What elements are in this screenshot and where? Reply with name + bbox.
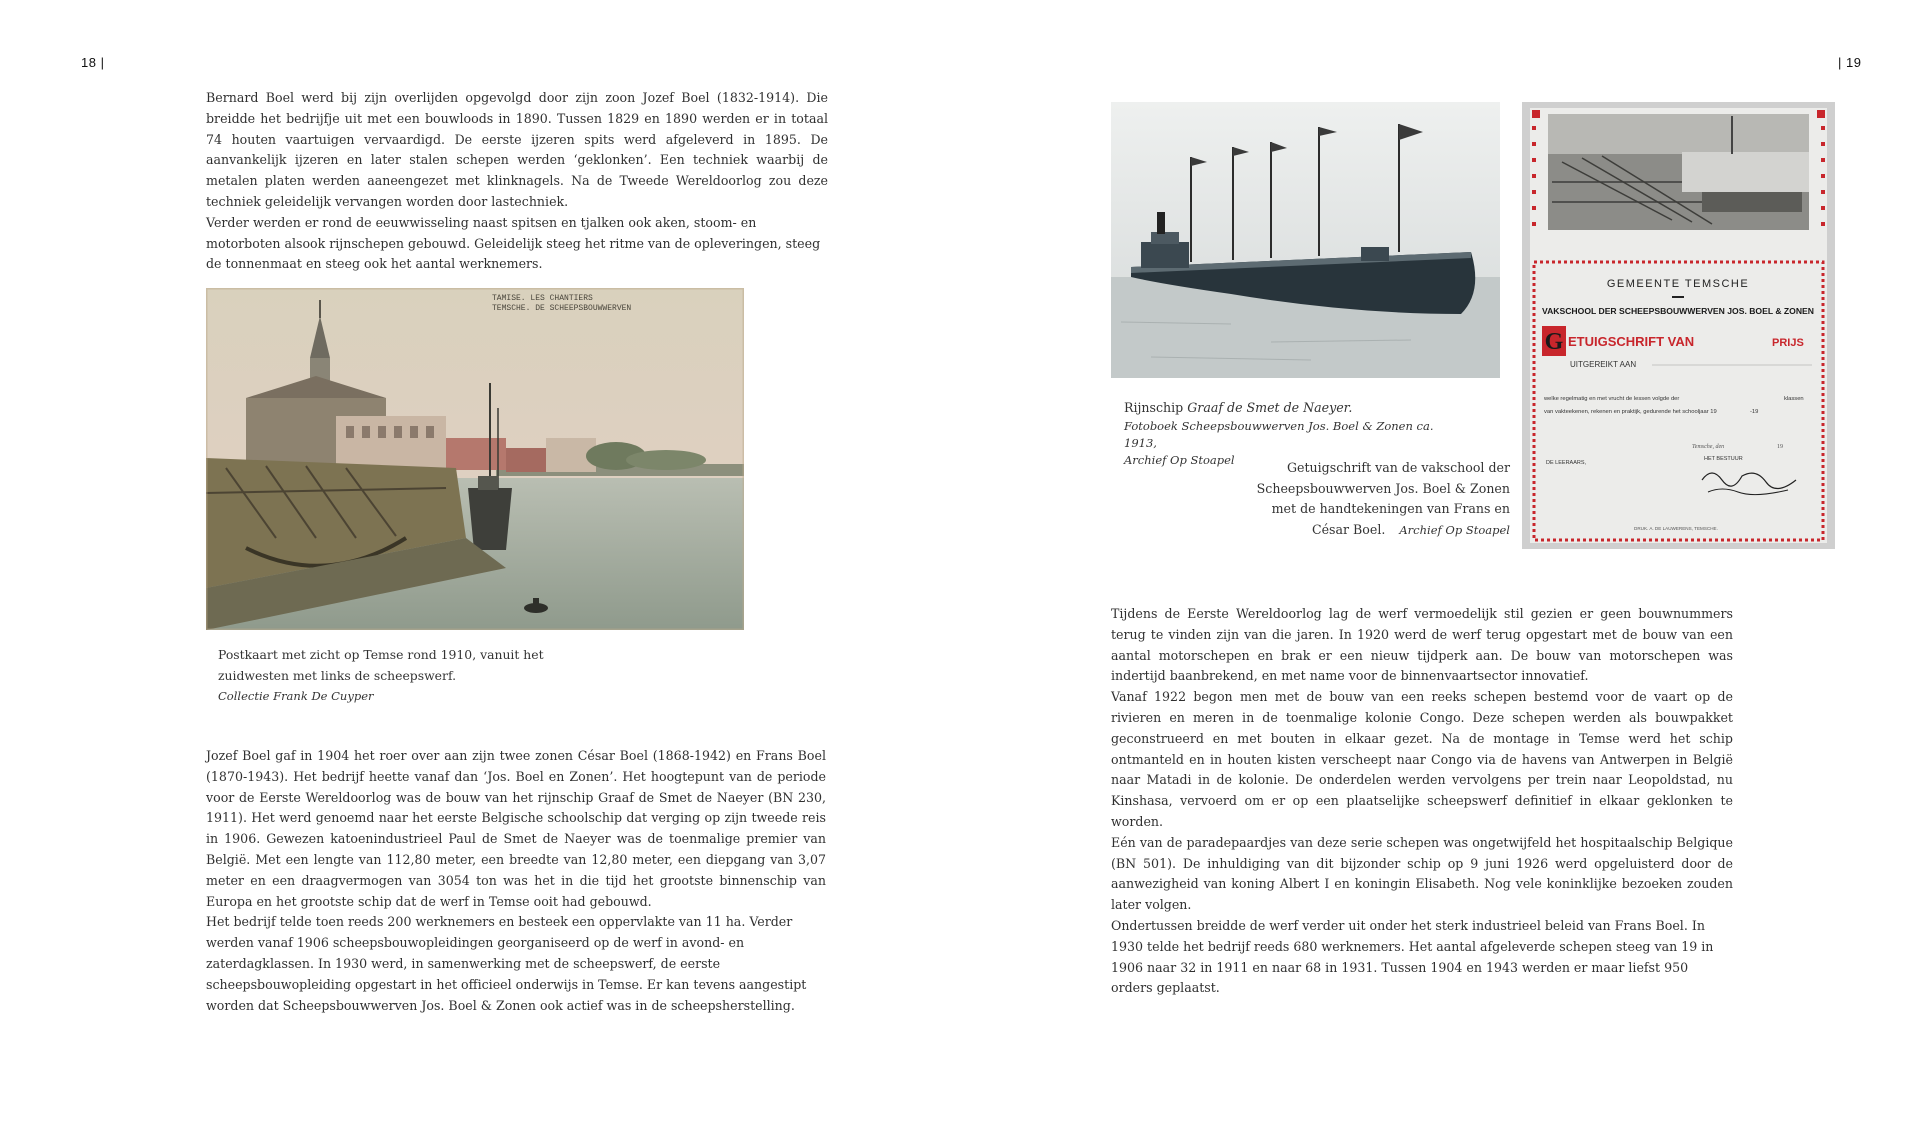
- caption-line: Getuigschrift van de vakschool der: [1286, 460, 1510, 475]
- cert-printer: DRUK. A. DE LAUWERENS, TEMSCHE.: [1634, 526, 1718, 531]
- certificate-illustration: [1522, 102, 1835, 549]
- left-paragraph-2: [206, 746, 826, 1016]
- paragraph-text: Het bedrijf telde toen reeds 200 werknemers en besteek een oppervlakte van 11 ha. Verder werden vanaf 1906 scheepsbouwopleidingen georganiseerd op de werf in avond- en zaterdagklassen. In 1930 werd, in samenwerking met de scheepswerf, de eerste scheepsbouwopleiding opgestart in het officieel onderwijs in Temse. Er kan tevens aangestipt worden dat Scheepsbouwwerven Jos. Boel & Zonen ook actief was in de scheepsherstelling.: [206, 914, 807, 1013]
- page-number-right: | 19: [1838, 55, 1862, 70]
- cert-bestuur: HET BESTUUR: [1704, 456, 1743, 462]
- caption-prefix: Rijnschip: [1124, 400, 1188, 415]
- paragraph-text: Vanaf 1922 begon men met de bouw van een reeks schepen bestemd voor de vaart op de rivieren en meren in de toenmalige kolonie Congo. Deze schepen werden als bouwpakket geconstrueerd en met bouten in elkaar gezet. Na de montage in Temse werd het schip ontmanteld en in houten kisten verscheept naar Congo via de havens van Antwerpen in België naar Matadi in de kolonie. De onderdelen werden vervolgens per trein naar Leopoldstad, nu Kinshasa, vervoerd om er op een plaatselijke scheepswerf definitief in elkaar geklonken te worden.: [1111, 689, 1733, 829]
- cert-prijs: PRIJS: [1772, 337, 1804, 349]
- caption-line: zuidwesten met links de scheepswerf.: [218, 668, 457, 683]
- paragraph-text: Eén van de paradepaardjes van deze serie schepen was ongetwijfeld het hospitaalschip Belgique (BN 501). De inhuldiging van dit bijzonder schip op 9 juni 1926 werd opgeluisterd door de aanwezigheid van koning Albert I en koningin Elisabeth. Nog vele koninklijke bezoeken zouden later volgen.: [1111, 834, 1733, 913]
- caption-text: César Boel.: [1311, 521, 1386, 537]
- cert-line2-right: -19: [1750, 409, 1759, 415]
- cert-uitgereikt: UITGEREIKT AAN: [1570, 360, 1637, 369]
- ship-name: Graaf de Smet de Naeyer.: [1187, 400, 1353, 415]
- caption-line: [1220, 520, 1510, 541]
- postcard-illustration: [206, 288, 744, 630]
- caption-credit: Collectie Frank De Cuyper: [218, 689, 374, 703]
- postcard-stamp-line1: TAMISE. LES CHANTIERS: [492, 294, 593, 303]
- caption-line: [1124, 398, 1464, 418]
- ship-illustration: [1111, 102, 1500, 378]
- page-number-left: 18 |: [81, 55, 105, 70]
- cert-title: ETUIGSCHRIFT VAN: [1568, 334, 1695, 349]
- cert-leeraars: DE LEERAARS,: [1546, 460, 1587, 466]
- rijnschip-photo: [1111, 102, 1500, 378]
- cert-line1-right: klassen: [1784, 396, 1804, 402]
- paragraph-text: Bernard Boel werd bij zijn overlijden opgevolgd door zijn zoon Jozef Boel (1832-1914). Die breidde het bedrijfje uit met een bouwloods in 1890. Tussen 1829 en 1890 werden er in totaal 74 houten vaartuigen vervaardigd. De eerste ijzeren spits werd afgeleverd in 1895. De aanvankelijk ijzeren en later stalen schepen werden ‘geklonken’. Een techniek waarbij de metalen platen werden aaneengezet met klinknagels. Na de Tweede Wereldoorlog zou deze techniek geleidelijk vervangen worden door lastechniek.: [206, 90, 828, 209]
- caption-credit: Archief Op Stoapel: [1399, 522, 1510, 537]
- cert-gemeente: GEMEENTE TEMSCHE: [1606, 278, 1750, 290]
- caption-line: met de handtekeningen van Frans en: [1271, 501, 1510, 516]
- paragraph-text: Ondertussen breidde de werf verder uit onder het sterk industrieel beleid van Frans Boel. In 1930 telde het bedrijf reeds 680 werknemers. Het aantal afgeleverde schepen steeg van 19 in 1906 naar 32 in 1911 en naar 68 in 1931. Tussen 1904 en 1943 werden er maar liefst 950 orders geplaatst.: [1111, 917, 1714, 996]
- postcard-stamp-line2: TEMSCHE. DE SCHEEPSBOUWWERVEN: [492, 304, 632, 313]
- cert-date: Temsche, den: [1692, 444, 1725, 450]
- right-paragraph: [1111, 604, 1733, 999]
- cert-school: VAKSCHOOL DER SCHEEPSBOUWWERVEN JOS. BOEL & ZONEN: [1541, 306, 1815, 316]
- caption-line: Scheepsbouwwerven Jos. Boel & Zonen: [1256, 480, 1510, 496]
- getuigschrift-certificate: [1522, 102, 1835, 549]
- paragraph-text: Jozef Boel gaf in 1904 het roer over aan zijn twee zonen César Boel (1868-1942) en Frans Boel (1870-1943). Het bedrijf heette vanaf dan ‘Jos. Boel en Zonen’. Het hoogtepunt van de periode voor de Eerste Wereldoorlog was de bouw van het rijnschip Graaf de Smet de Naeyer (BN 230, 1911). Het werd genoemd naar het eerste Belgische schoolschip dat verging op zijn tweede reis in 1906. Gewezen katoenindustrieel Paul de Smet de Naeyer was de toenmalige premier van België. Met een lengte van 112,80 meter, een breedte van 12,80 meter, een diepgang van 3,07 meter en een draagvermogen van 3054 ton was het in die tijd het grootste binnenschip van Europa en het grootste schip dat de werf in Temse ooit had gebouwd.: [206, 748, 826, 909]
- cert-big-letter: G: [1544, 329, 1564, 355]
- caption-credit: Fotoboek Scheepsbouwwerven Jos. Boel & Zonen ca. 1913,: [1124, 419, 1434, 450]
- paragraph-text: Verder werden er rond de eeuwwisseling naast spitsen en tjalken ook aken, stoom- en motorboten alsook rijnschepen gebouwd. Geleidelijk steeg het ritme van de opleveringen, steeg de tonnenmaat en steeg ook het aantal werknemers.: [206, 214, 821, 272]
- postcard-caption: [218, 644, 578, 707]
- postcard-temse-photo: [206, 288, 744, 630]
- certificate-caption: [1220, 458, 1510, 540]
- cert-date-year: 19: [1777, 444, 1783, 450]
- left-paragraph-1: [206, 88, 828, 275]
- caption-line: Postkaart met zicht op Temse rond 1910, vanuit het: [218, 647, 544, 662]
- caption-credit: Archief Op Stoapel: [1124, 453, 1235, 467]
- paragraph-text: Tijdens de Eerste Wereldoorlog lag de werf vermoedelijk stil gezien er geen bouwnummers terug te vinden zijn van die jaren. In 1920 werd de werf terug opgestart met de bouw van een aantal motorschepen en brak er een nieuw tijdperk aan. De bouw van motorschepen was indertijd baanbrekend, en met name voor de binnenvaartsector innovatief.: [1111, 606, 1733, 684]
- cert-line1: welke regelmatig en met vrucht de lessen volgde der: [1544, 396, 1680, 402]
- cert-line2: van vakteekenen, rekenen en praktijk, gedurende het schooljaar 19: [1544, 409, 1717, 415]
